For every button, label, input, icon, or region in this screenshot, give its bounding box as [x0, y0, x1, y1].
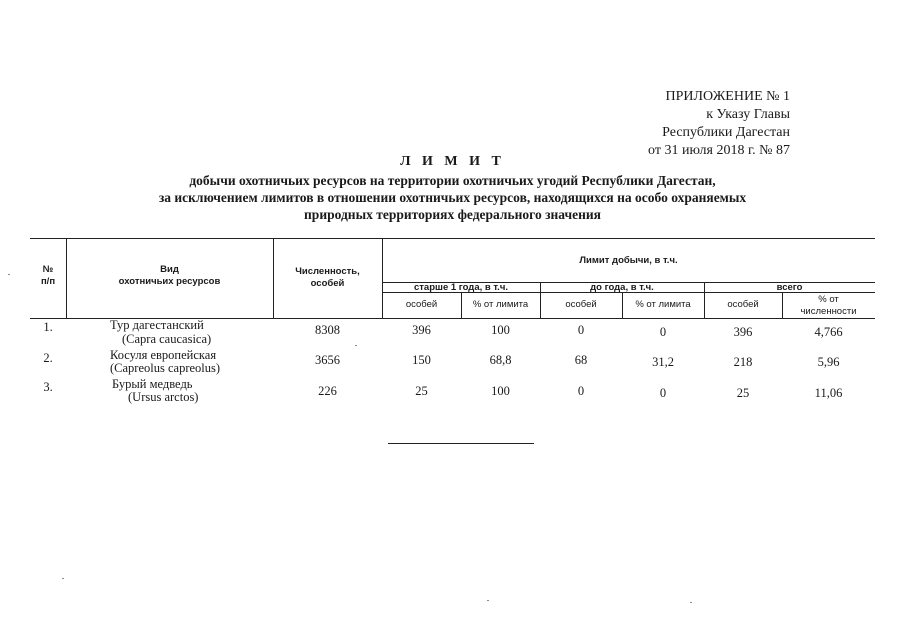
document-title: Л И М И Т	[400, 154, 505, 169]
header-count	[273, 266, 382, 290]
scan-speck	[487, 600, 489, 601]
total-individuals: 396	[733, 325, 753, 339]
total-individuals: 25	[736, 386, 750, 400]
header-older: старше 1 года, в т.ч.	[414, 282, 508, 293]
species-latin: (Ursus arctos)	[128, 390, 199, 404]
total-pct: 11,06	[814, 386, 843, 400]
header-number	[30, 264, 66, 288]
species-latin: (Capreolus capreolus)	[110, 361, 221, 375]
header-kind-line-2: охотничьих ресурсов	[118, 276, 221, 287]
header-number-line-2: п/п	[40, 276, 56, 287]
header-kind	[66, 264, 273, 288]
header-total-pct-line-1: % от	[818, 294, 839, 305]
header-younger-individuals: особей	[565, 299, 597, 310]
header-total-pct	[782, 294, 875, 318]
older-individuals: 25	[415, 384, 428, 398]
younger-individuals: 0	[577, 323, 585, 337]
population-count: 226	[318, 384, 337, 398]
younger-individuals: 68	[574, 353, 588, 367]
header-count-line-1: Численность,	[295, 266, 360, 277]
species-name: Косуля европейская	[110, 348, 217, 362]
older-individuals: 396	[412, 323, 431, 337]
population-count: 8308	[315, 323, 340, 337]
scan-speck	[62, 578, 64, 579]
older-pct: 100	[491, 323, 510, 337]
header-younger-pct: % от лимита	[635, 299, 691, 310]
header-number-line-1: №	[42, 264, 54, 275]
total-individuals: 218	[733, 355, 753, 369]
species-latin: (Capra caucasica)	[122, 332, 212, 346]
older-pct: 100	[491, 384, 510, 398]
appendix-line-2: к Указу Главы	[706, 107, 790, 122]
header-total: всего	[776, 282, 803, 293]
older-individuals: 150	[412, 353, 431, 367]
population-count: 3656	[315, 353, 340, 367]
appendix-line-4: от 31 июля 2018 г. № 87	[648, 143, 790, 158]
header-older-pct: % от лимита	[472, 299, 529, 310]
total-pct: 5,96	[817, 355, 840, 369]
header-total-individuals: особей	[727, 299, 759, 310]
scan-speck	[8, 274, 10, 275]
table-top-border	[30, 238, 875, 239]
younger-pct: 0	[659, 325, 667, 339]
subtitle-line-2: за исключением лимитов в отношении охотничьих ресурсов, находящихся на особо охраняемых	[158, 190, 747, 205]
scan-speck	[690, 602, 692, 603]
younger-individuals: 0	[577, 384, 585, 398]
scan-speck	[355, 345, 357, 346]
appendix-line-3: Республики Дагестан	[662, 125, 790, 140]
younger-pct: 0	[659, 386, 667, 400]
total-pct: 4,766	[814, 325, 843, 339]
younger-pct: 31,2	[652, 355, 674, 369]
header-younger: до года, в т.ч.	[590, 282, 654, 293]
header-kind-line-1: Вид	[160, 264, 179, 275]
species-name: Тур дагестанский	[110, 318, 204, 332]
row-number: 3.	[43, 380, 53, 394]
subtitle-line-3: природных территориях федерального значения	[304, 207, 601, 222]
subtitle-line-1: добычи охотничьих ресурсов на территории охотничьих угодий Республики Дагестан,	[189, 173, 716, 188]
older-pct: 68,8	[489, 353, 512, 367]
appendix-line-1: ПРИЛОЖЕНИЕ № 1	[665, 89, 790, 104]
closing-rule	[388, 443, 534, 444]
row-number: 2.	[43, 351, 53, 365]
species-name: Бурый медведь	[112, 377, 193, 391]
row-number: 1.	[43, 320, 53, 334]
header-total-pct-line-2: численности	[800, 306, 857, 317]
header-count-line-2: особей	[310, 278, 345, 289]
header-limit: Лимит добычи, в т.ч.	[579, 255, 678, 266]
header-older-individuals: особей	[405, 299, 438, 310]
